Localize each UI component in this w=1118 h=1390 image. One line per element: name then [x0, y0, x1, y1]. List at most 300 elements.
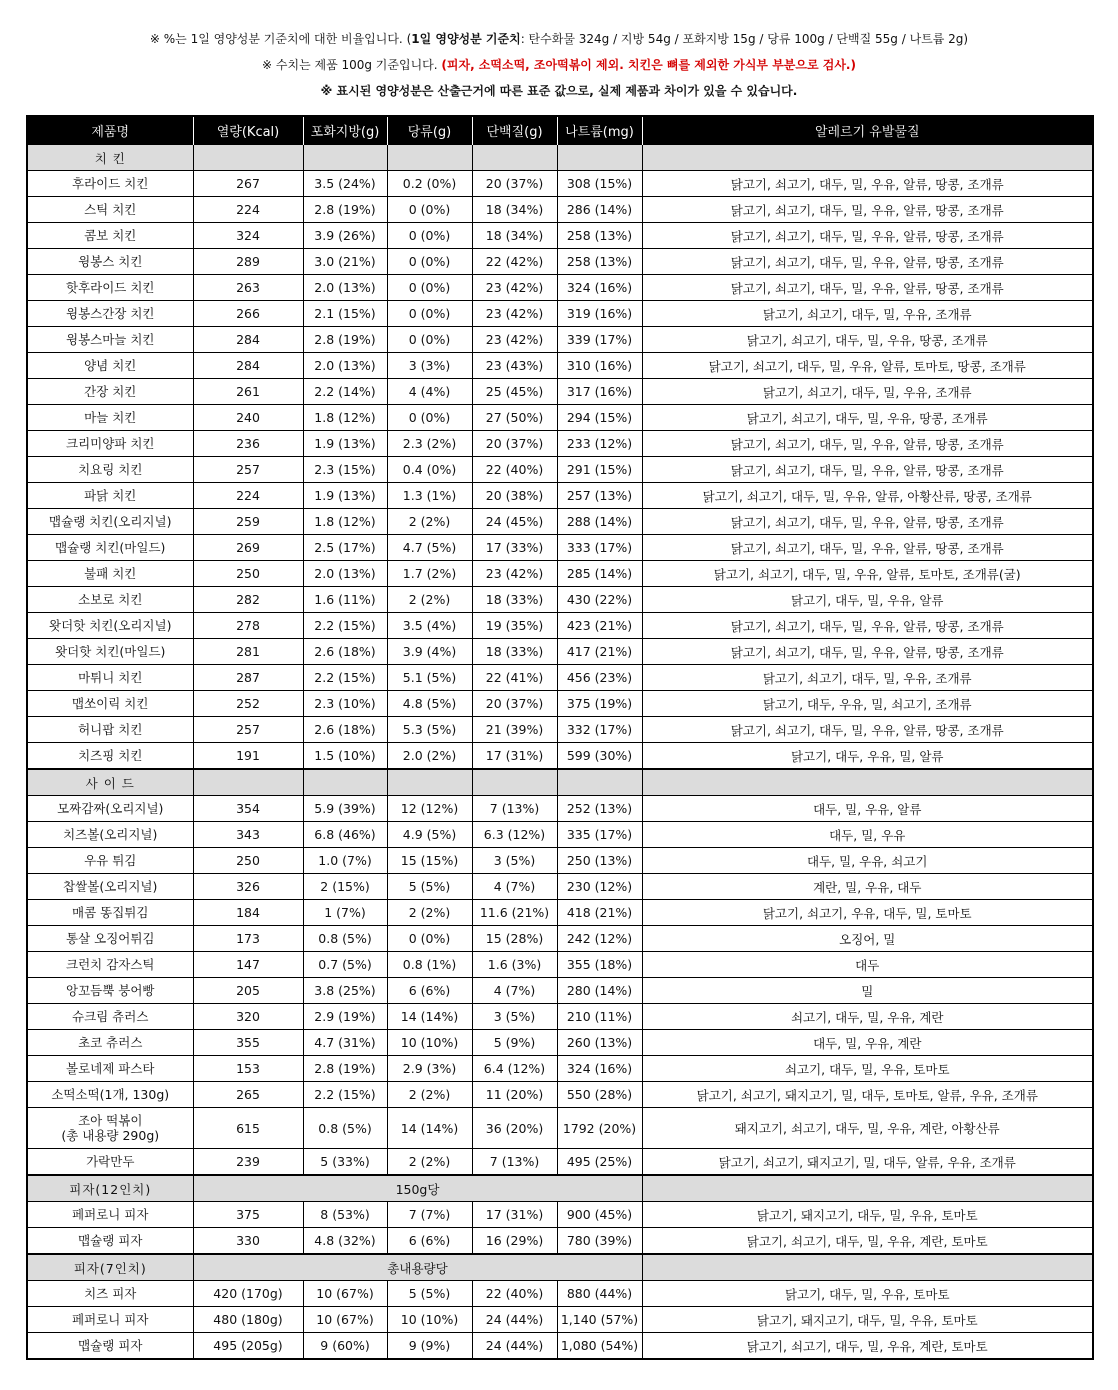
protein-cell: 24 (45%)	[472, 509, 557, 535]
sugar-cell: 0 (0%)	[387, 249, 472, 275]
allergens-cell: 쇠고기, 대두, 밀, 우유, 토마토	[642, 1056, 1093, 1082]
sugar-cell: 0.8 (1%)	[387, 952, 472, 978]
product-name-cell	[27, 509, 193, 535]
header-saturated-fat: 포화지방(g)	[303, 116, 387, 145]
saturated-fat-cell: 5.9 (39%)	[303, 796, 387, 822]
calories-cell: 265	[193, 1082, 303, 1108]
table-row	[27, 613, 1093, 639]
sugar-cell: 0 (0%)	[387, 301, 472, 327]
section-empty-cell	[303, 145, 387, 171]
sodium-cell: 423 (21%)	[557, 613, 642, 639]
table-row	[27, 691, 1093, 717]
sodium-cell: 495 (25%)	[557, 1149, 642, 1176]
protein-cell: 23 (42%)	[472, 561, 557, 587]
protein-cell: 23 (43%)	[472, 353, 557, 379]
calories-cell: 239	[193, 1149, 303, 1176]
protein-cell: 7 (13%)	[472, 796, 557, 822]
product-name: 치즈볼(오리지널)	[63, 827, 158, 842]
protein-cell: 4 (7%)	[472, 874, 557, 900]
table-row	[27, 796, 1093, 822]
table-row	[27, 1056, 1093, 1082]
sugar-cell: 3 (3%)	[387, 353, 472, 379]
product-name: 초코 츄러스	[78, 1035, 143, 1050]
table-row	[27, 223, 1093, 249]
calories-cell: 355	[193, 1030, 303, 1056]
section-empty-cell	[642, 1254, 1093, 1281]
table-row	[27, 1082, 1093, 1108]
protein-cell: 4 (7%)	[472, 978, 557, 1004]
product-name: 콤보 치킨	[84, 228, 137, 243]
section-basis: 총내용량당	[193, 1254, 642, 1281]
section-header-row	[27, 769, 1093, 796]
note-daily-values: ※ %는 1일 영양성분 기준치에 대한 비율입니다. (1일 영양성분 기준치: 탄수화물 324g / 지방 54g / 포화지방 15g / 당류 100g / 단백질 55g / 나트륨 2g)	[149, 32, 969, 46]
saturated-fat-cell: 2.9 (19%)	[303, 1004, 387, 1030]
sodium-cell: 375 (19%)	[557, 691, 642, 717]
protein-cell: 3 (5%)	[472, 1004, 557, 1030]
allergens-cell: 닭고기, 돼지고기, 대두, 밀, 우유, 토마토	[642, 1202, 1093, 1228]
allergens-cell: 닭고기, 쇠고기, 대두, 밀, 우유, 알류, 땅콩, 조개류	[642, 717, 1093, 743]
saturated-fat-cell: 2.2 (15%)	[303, 1082, 387, 1108]
product-name: 맵슐랭 피자	[78, 1233, 143, 1248]
table-header-row	[27, 116, 1093, 145]
product-name-cell	[27, 665, 193, 691]
protein-cell: 17 (31%)	[472, 1202, 557, 1228]
product-name: 가락만두	[86, 1154, 135, 1169]
allergens-cell: 닭고기, 쇠고기, 대두, 밀, 우유, 알류, 토마토, 조개류(굴)	[642, 561, 1093, 587]
table-row	[27, 327, 1093, 353]
protein-cell: 3 (5%)	[472, 848, 557, 874]
product-name-cell	[27, 1149, 193, 1176]
header-allergens: 알레르기 유발물질	[642, 116, 1093, 145]
product-name-cell	[27, 1108, 193, 1149]
saturated-fat-cell: 1.0 (7%)	[303, 848, 387, 874]
saturated-fat-cell: 6.8 (46%)	[303, 822, 387, 848]
calories-cell: 282	[193, 587, 303, 613]
table-row	[27, 639, 1093, 665]
saturated-fat-cell: 1.9 (13%)	[303, 483, 387, 509]
protein-cell: 22 (40%)	[472, 1281, 557, 1307]
table-row	[27, 900, 1093, 926]
sodium-cell: 319 (16%)	[557, 301, 642, 327]
table-row	[27, 1281, 1093, 1307]
product-name: 왓더핫 치킨(오리지널)	[49, 618, 172, 633]
calories-cell: 330	[193, 1228, 303, 1255]
table-row	[27, 275, 1093, 301]
product-name: 왓더핫 치킨(마일드)	[55, 644, 166, 659]
allergens-cell: 닭고기, 쇠고기, 대두, 밀, 우유, 계란, 토마토	[642, 1333, 1093, 1360]
calories-cell: 257	[193, 457, 303, 483]
allergens-cell: 닭고기, 쇠고기, 대두, 밀, 우유, 계란, 토마토	[642, 1228, 1093, 1255]
saturated-fat-cell: 2.1 (15%)	[303, 301, 387, 327]
calories-cell: 326	[193, 874, 303, 900]
sugar-cell: 2.9 (3%)	[387, 1056, 472, 1082]
calories-cell: 263	[193, 275, 303, 301]
sugar-cell: 10 (10%)	[387, 1030, 472, 1056]
calories-cell: 205	[193, 978, 303, 1004]
calories-cell: 266	[193, 301, 303, 327]
protein-cell: 22 (42%)	[472, 249, 557, 275]
saturated-fat-cell: 2.0 (13%)	[303, 353, 387, 379]
note-disclaimer: ※ 표시된 영양성분은 산출근거에 따른 표준 값으로, 실제 제품과 차이가 있을 수 있습니다.	[320, 84, 798, 98]
allergens-cell: 닭고기, 쇠고기, 대두, 밀, 우유, 알류, 땅콩, 조개류	[642, 613, 1093, 639]
product-name-cell	[27, 822, 193, 848]
sugar-cell: 0 (0%)	[387, 327, 472, 353]
allergens-cell: 닭고기, 쇠고기, 돼지고기, 밀, 대두, 알류, 우유, 조개류	[642, 1149, 1093, 1176]
sodium-cell: 1,140 (57%)	[557, 1307, 642, 1333]
table-row	[27, 822, 1093, 848]
allergens-cell: 닭고기, 쇠고기, 대두, 밀, 우유, 조개류	[642, 379, 1093, 405]
sodium-cell: 324 (16%)	[557, 1056, 642, 1082]
product-name: 불패 치킨	[84, 566, 137, 581]
sodium-cell: 286 (14%)	[557, 197, 642, 223]
product-name-cell	[27, 926, 193, 952]
saturated-fat-cell: 10 (67%)	[303, 1281, 387, 1307]
sugar-cell: 7 (7%)	[387, 1202, 472, 1228]
sodium-cell: 355 (18%)	[557, 952, 642, 978]
product-name-cell	[27, 197, 193, 223]
saturated-fat-cell: 2.0 (13%)	[303, 275, 387, 301]
section-empty-cell	[642, 769, 1093, 796]
protein-cell: 7 (13%)	[472, 1149, 557, 1176]
sugar-cell: 5.3 (5%)	[387, 717, 472, 743]
protein-cell: 20 (37%)	[472, 431, 557, 457]
saturated-fat-cell: 3.9 (26%)	[303, 223, 387, 249]
sodium-cell: 258 (13%)	[557, 249, 642, 275]
sugar-cell: 3.5 (4%)	[387, 613, 472, 639]
allergens-cell: 닭고기, 쇠고기, 대두, 밀, 우유, 알류, 땅콩, 조개류	[642, 249, 1093, 275]
protein-cell: 18 (33%)	[472, 639, 557, 665]
product-name-cell	[27, 561, 193, 587]
allergens-cell: 닭고기, 쇠고기, 대두, 밀, 우유, 알류, 토마토, 땅콩, 조개류	[642, 353, 1093, 379]
sugar-cell: 5.1 (5%)	[387, 665, 472, 691]
allergens-cell: 돼지고기, 쇠고기, 대두, 밀, 우유, 계란, 아황산류	[642, 1108, 1093, 1149]
protein-cell: 1.6 (3%)	[472, 952, 557, 978]
product-name-cell	[27, 1228, 193, 1255]
sodium-cell: 252 (13%)	[557, 796, 642, 822]
product-name-cell	[27, 535, 193, 561]
product-name-cell	[27, 1281, 193, 1307]
product-name-cell	[27, 1307, 193, 1333]
protein-cell: 18 (33%)	[472, 587, 557, 613]
table-row	[27, 561, 1093, 587]
saturated-fat-cell: 1.9 (13%)	[303, 431, 387, 457]
sodium-cell: 418 (21%)	[557, 900, 642, 926]
table-row	[27, 483, 1093, 509]
product-name-cell	[27, 431, 193, 457]
section-empty-cell	[472, 769, 557, 796]
calories-cell: 236	[193, 431, 303, 457]
section-title: 치 킨	[27, 145, 193, 171]
sodium-cell: 258 (13%)	[557, 223, 642, 249]
product-name: 페퍼로니 피자	[72, 1207, 149, 1222]
product-name: 핫후라이드 치킨	[66, 280, 155, 295]
sugar-cell: 6 (6%)	[387, 978, 472, 1004]
saturated-fat-cell: 2.2 (15%)	[303, 613, 387, 639]
allergens-cell: 닭고기, 쇠고기, 대두, 밀, 우유, 조개류	[642, 665, 1093, 691]
protein-cell: 18 (34%)	[472, 197, 557, 223]
saturated-fat-cell: 0.7 (5%)	[303, 952, 387, 978]
allergens-cell: 닭고기, 쇠고기, 대두, 밀, 우유, 땅콩, 조개류	[642, 327, 1093, 353]
saturated-fat-cell: 2.2 (14%)	[303, 379, 387, 405]
protein-cell: 22 (40%)	[472, 457, 557, 483]
header-sodium: 나트륨(mg)	[557, 116, 642, 145]
product-name: 치요링 치킨	[78, 462, 143, 477]
protein-cell: 23 (42%)	[472, 301, 557, 327]
protein-cell: 23 (42%)	[472, 327, 557, 353]
calories-cell: 224	[193, 483, 303, 509]
sugar-cell: 9 (9%)	[387, 1333, 472, 1360]
product-name-cell	[27, 483, 193, 509]
sodium-cell: 310 (16%)	[557, 353, 642, 379]
product-name-cell	[27, 327, 193, 353]
table-row	[27, 717, 1093, 743]
table-row	[27, 952, 1093, 978]
protein-cell: 6.4 (12%)	[472, 1056, 557, 1082]
product-name-cell	[27, 900, 193, 926]
section-header-row	[27, 1175, 1093, 1202]
product-name-cell	[27, 223, 193, 249]
product-name: 소보로 치킨	[78, 592, 143, 607]
allergens-cell: 닭고기, 쇠고기, 우유, 대두, 밀, 토마토	[642, 900, 1093, 926]
sodium-cell: 308 (15%)	[557, 171, 642, 197]
product-name: 크리미양파 치킨	[66, 436, 155, 451]
product-name: 앙꼬듬뿍 붕어빵	[66, 983, 155, 998]
sodium-cell: 599 (30%)	[557, 743, 642, 770]
sodium-cell: 550 (28%)	[557, 1082, 642, 1108]
table-row	[27, 1228, 1093, 1255]
nutrition-table	[26, 115, 1094, 1360]
product-name: 마늘 치킨	[84, 410, 137, 425]
table-row	[27, 1333, 1093, 1360]
calories-cell: 261	[193, 379, 303, 405]
sodium-cell: 1792 (20%)	[557, 1108, 642, 1149]
saturated-fat-cell: 2.6 (18%)	[303, 717, 387, 743]
saturated-fat-cell: 2.3 (10%)	[303, 691, 387, 717]
product-name-cell	[27, 743, 193, 770]
table-row	[27, 457, 1093, 483]
saturated-fat-cell: 2.6 (18%)	[303, 639, 387, 665]
sodium-cell: 317 (16%)	[557, 379, 642, 405]
calories-cell: 153	[193, 1056, 303, 1082]
allergens-cell: 계란, 밀, 우유, 대두	[642, 874, 1093, 900]
product-name-cell	[27, 457, 193, 483]
table-row	[27, 665, 1093, 691]
product-name-cell	[27, 796, 193, 822]
sodium-cell: 242 (12%)	[557, 926, 642, 952]
calories-cell: 147	[193, 952, 303, 978]
protein-cell: 5 (9%)	[472, 1030, 557, 1056]
table-row	[27, 353, 1093, 379]
product-name-cell	[27, 613, 193, 639]
saturated-fat-cell: 2.5 (17%)	[303, 535, 387, 561]
allergens-cell: 닭고기, 쇠고기, 대두, 밀, 우유, 알류, 아황산류, 땅콩, 조개류	[642, 483, 1093, 509]
section-empty-cell	[193, 145, 303, 171]
allergens-cell: 닭고기, 쇠고기, 대두, 밀, 우유, 알류, 땅콩, 조개류	[642, 223, 1093, 249]
section-empty-cell	[557, 145, 642, 171]
product-name: 소떡소떡(1개, 130g)	[51, 1087, 170, 1102]
sugar-cell: 4 (4%)	[387, 379, 472, 405]
sugar-cell: 0 (0%)	[387, 405, 472, 431]
protein-cell: 21 (39%)	[472, 717, 557, 743]
saturated-fat-cell: 9 (60%)	[303, 1333, 387, 1360]
product-name: 슈크림 츄러스	[72, 1009, 149, 1024]
section-empty-cell	[387, 769, 472, 796]
product-name: 맵슐랭 피자	[78, 1338, 143, 1353]
protein-cell: 24 (44%)	[472, 1307, 557, 1333]
calories-cell: 343	[193, 822, 303, 848]
allergens-cell: 오징어, 밀	[642, 926, 1093, 952]
sodium-cell: 780 (39%)	[557, 1228, 642, 1255]
calories-cell: 420 (170g)	[193, 1281, 303, 1307]
calories-cell: 250	[193, 561, 303, 587]
product-name: 맵쏘이릭 치킨	[72, 696, 149, 711]
sodium-cell: 417 (21%)	[557, 639, 642, 665]
product-name-cell	[27, 874, 193, 900]
saturated-fat-cell: 1.5 (10%)	[303, 743, 387, 770]
sodium-cell: 257 (13%)	[557, 483, 642, 509]
product-name: 마튀니 치킨	[78, 670, 143, 685]
sodium-cell: 324 (16%)	[557, 275, 642, 301]
product-name: 맵슐랭 치킨(오리지널)	[49, 514, 172, 529]
product-name-cell	[27, 379, 193, 405]
product-name-cell	[27, 171, 193, 197]
product-name-cell	[27, 1082, 193, 1108]
allergens-cell: 닭고기, 대두, 우유, 밀, 쇠고기, 조개류	[642, 691, 1093, 717]
sodium-cell: 333 (17%)	[557, 535, 642, 561]
product-name: 페퍼로니 피자	[72, 1312, 149, 1327]
sugar-cell: 14 (14%)	[387, 1004, 472, 1030]
saturated-fat-cell: 2.8 (19%)	[303, 327, 387, 353]
sodium-cell: 250 (13%)	[557, 848, 642, 874]
section-empty-cell	[193, 769, 303, 796]
product-name: 조아 떡볶이	[78, 1113, 143, 1128]
sodium-cell: 291 (15%)	[557, 457, 642, 483]
product-name-cell	[27, 301, 193, 327]
header-sugar: 당류(g)	[387, 116, 472, 145]
sugar-cell: 0.4 (0%)	[387, 457, 472, 483]
header-product-name: 제품명	[27, 116, 193, 145]
sugar-cell: 0 (0%)	[387, 197, 472, 223]
allergens-cell: 쇠고기, 대두, 밀, 우유, 계란	[642, 1004, 1093, 1030]
sugar-cell: 4.9 (5%)	[387, 822, 472, 848]
allergens-cell: 닭고기, 대두, 밀, 우유, 토마토	[642, 1281, 1093, 1307]
sugar-cell: 4.7 (5%)	[387, 535, 472, 561]
product-name-cell	[27, 275, 193, 301]
sodium-cell: 210 (11%)	[557, 1004, 642, 1030]
saturated-fat-cell: 1.8 (12%)	[303, 509, 387, 535]
sugar-cell: 15 (15%)	[387, 848, 472, 874]
saturated-fat-cell: 10 (67%)	[303, 1307, 387, 1333]
table-row	[27, 431, 1093, 457]
sodium-cell: 339 (17%)	[557, 327, 642, 353]
calories-cell: 173	[193, 926, 303, 952]
product-name: 양념 치킨	[84, 358, 137, 373]
calories-cell: 375	[193, 1202, 303, 1228]
allergens-cell: 닭고기, 쇠고기, 돼지고기, 밀, 대두, 토마토, 알류, 우유, 조개류	[642, 1082, 1093, 1108]
sugar-cell: 3.9 (4%)	[387, 639, 472, 665]
product-name-cell	[27, 405, 193, 431]
saturated-fat-cell: 1.8 (12%)	[303, 405, 387, 431]
calories-cell: 480 (180g)	[193, 1307, 303, 1333]
allergens-cell: 닭고기, 돼지고기, 대두, 밀, 우유, 토마토	[642, 1307, 1093, 1333]
saturated-fat-cell: 4.8 (32%)	[303, 1228, 387, 1255]
saturated-fat-cell: 3.5 (24%)	[303, 171, 387, 197]
protein-cell: 16 (29%)	[472, 1228, 557, 1255]
table-row	[27, 535, 1093, 561]
product-name: 후라이드 치킨	[72, 176, 149, 191]
table-row	[27, 1202, 1093, 1228]
section-empty-cell	[642, 1175, 1093, 1202]
header-calories: 열량(Kcal)	[193, 116, 303, 145]
calories-cell: 284	[193, 353, 303, 379]
product-name: 우유 튀김	[84, 853, 137, 868]
calories-cell: 284	[193, 327, 303, 353]
section-empty-cell	[642, 145, 1093, 171]
saturated-fat-cell: 8 (53%)	[303, 1202, 387, 1228]
product-name-cell	[27, 717, 193, 743]
saturated-fat-cell: 0.8 (5%)	[303, 1108, 387, 1149]
product-name-cell	[27, 952, 193, 978]
calories-cell: 354	[193, 796, 303, 822]
product-name-detail: (총 내용량 290g)	[61, 1128, 160, 1143]
saturated-fat-cell: 2.8 (19%)	[303, 1056, 387, 1082]
product-name: 맵슐랭 치킨(마일드)	[55, 540, 166, 555]
table-row	[27, 926, 1093, 952]
calories-cell: 267	[193, 171, 303, 197]
sugar-cell: 2 (2%)	[387, 587, 472, 613]
sodium-cell: 456 (23%)	[557, 665, 642, 691]
allergens-cell: 닭고기, 대두, 우유, 밀, 알류	[642, 743, 1093, 770]
product-name: 매콤 똥집튀김	[72, 905, 149, 920]
table-row	[27, 379, 1093, 405]
allergens-cell: 대두, 밀, 우유	[642, 822, 1093, 848]
saturated-fat-cell: 2.0 (13%)	[303, 561, 387, 587]
section-title: 사 이 드	[27, 769, 193, 796]
sugar-cell: 0 (0%)	[387, 223, 472, 249]
sodium-cell: 430 (22%)	[557, 587, 642, 613]
saturated-fat-cell: 3.0 (21%)	[303, 249, 387, 275]
allergens-cell: 닭고기, 쇠고기, 대두, 밀, 우유, 알류, 땅콩, 조개류	[642, 509, 1093, 535]
sodium-cell: 260 (13%)	[557, 1030, 642, 1056]
calories-cell: 495 (205g)	[193, 1333, 303, 1360]
section-empty-cell	[472, 145, 557, 171]
protein-cell: 20 (37%)	[472, 691, 557, 717]
saturated-fat-cell: 4.7 (31%)	[303, 1030, 387, 1056]
section-header-row	[27, 145, 1093, 171]
protein-cell: 25 (45%)	[472, 379, 557, 405]
sugar-cell: 5 (5%)	[387, 874, 472, 900]
protein-cell: 18 (34%)	[472, 223, 557, 249]
sodium-cell: 335 (17%)	[557, 822, 642, 848]
calories-cell: 289	[193, 249, 303, 275]
product-name-cell	[27, 1333, 193, 1360]
product-name: 허니팝 치킨	[78, 722, 143, 737]
protein-cell: 24 (44%)	[472, 1333, 557, 1360]
table-row	[27, 249, 1093, 275]
calories-cell: 281	[193, 639, 303, 665]
allergens-cell: 대두	[642, 952, 1093, 978]
product-name: 모짜감짜(오리지널)	[57, 801, 164, 816]
product-name-cell	[27, 978, 193, 1004]
sodium-cell: 285 (14%)	[557, 561, 642, 587]
calories-cell: 287	[193, 665, 303, 691]
saturated-fat-cell: 1 (7%)	[303, 900, 387, 926]
product-name-cell	[27, 639, 193, 665]
allergens-cell: 닭고기, 쇠고기, 대두, 밀, 우유, 알류, 땅콩, 조개류	[642, 457, 1093, 483]
product-name: 윙봉스간장 치킨	[66, 306, 155, 321]
protein-cell: 6.3 (12%)	[472, 822, 557, 848]
saturated-fat-cell: 5 (33%)	[303, 1149, 387, 1176]
